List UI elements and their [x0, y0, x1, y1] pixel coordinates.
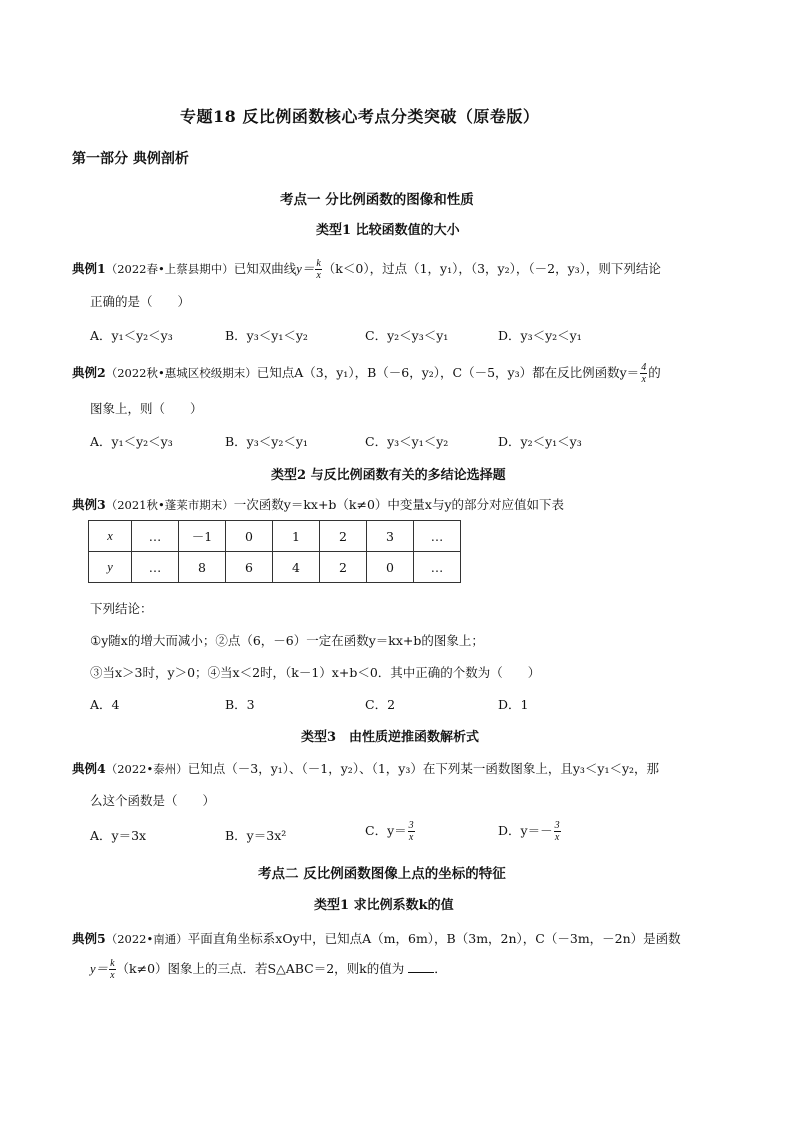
option-c[interactable]: C．2	[365, 697, 396, 712]
table-cell: 8	[179, 552, 226, 583]
example-4-line2: 么这个函数是（ ）	[90, 793, 216, 808]
option-b[interactable]: B．y₃＜y₁＜y₂	[225, 328, 308, 343]
example-1-line1: 典例1（2022春•上蔡县期中）已知双曲线y＝ $\frac{k}{x}$ （k＜0），过点（1，y₁），（3，y₂），（－2，y₃），则下列结论	[72, 258, 661, 281]
table-cell: 0	[367, 552, 414, 583]
option-a[interactable]: A．y₁＜y₂＜y₃	[90, 434, 173, 449]
value-table	[88, 520, 461, 583]
table-cell: 2	[320, 521, 367, 552]
table-cell: …	[414, 521, 461, 552]
fraction: $\frac{3}{x}$	[408, 820, 414, 843]
part-heading: 第一部分 典例剖析	[72, 151, 189, 167]
option-b[interactable]: B．y＝3x²	[225, 828, 287, 843]
table-cell: y	[89, 552, 132, 583]
example-5-line2: y＝ $\frac{k}{x}$ （k≠0）图象上的三点．若S△ABC＝2，则k的值为 ．	[90, 958, 447, 981]
table-cell: 6	[226, 552, 273, 583]
table-cell: 2	[320, 552, 367, 583]
table-cell: …	[132, 521, 179, 552]
example-5-label: 典例5	[72, 931, 106, 946]
example-2-label: 典例2	[72, 365, 106, 380]
kp2-type1-heading: 类型1 求比例系数k的值	[314, 898, 454, 913]
kp1-type2-heading: 类型2 与反比例函数有关的多结论选择题	[271, 468, 506, 483]
example-1-line2: 正确的是（ ）	[90, 294, 191, 309]
kp1-heading: 考点一 分比例函数的图像和性质	[280, 192, 474, 208]
option-b[interactable]: B．3	[225, 697, 255, 712]
option-d[interactable]: D．y₃＜y₂＜y₁	[498, 328, 582, 343]
kp2-heading: 考点二 反比例函数图像上点的坐标的特征	[258, 866, 506, 882]
example-2-source: （2022秋•惠城区校级期末）	[105, 366, 257, 380]
example-2-line2: 图象上，则（ ）	[90, 401, 203, 416]
option-c[interactable]: C．y₃＜y₁＜y₂	[365, 434, 449, 449]
table-cell: 1	[273, 521, 320, 552]
option-d[interactable]: D．y＝－ $\frac{3}{x}$	[498, 820, 560, 843]
example-4-source: （2022•泰州）	[105, 762, 188, 776]
fraction: $\frac{k}{x}$	[316, 258, 321, 281]
example-2-line1: 典例2（2022秋•惠城区校级期末）已知点A（3，y₁），B（－6，y₂），C（－5，y₃）都在反比例函数y＝ $\frac{4}{x}$ 的	[72, 362, 661, 385]
option-a[interactable]: A．y₁＜y₂＜y₃	[90, 328, 173, 343]
table-row	[89, 521, 461, 552]
example-3-line3: ①y随x的增大而减小；②点（6，－6）一定在函数y＝kx+b的图象上；	[90, 633, 484, 648]
option-d[interactable]: D．1	[498, 697, 529, 712]
example-3-label: 典例3	[72, 497, 106, 512]
example-3-line2: 下列结论：	[90, 601, 153, 616]
kp1-type3-heading: 类型3 由性质逆推函数解析式	[301, 730, 480, 745]
page-title: 专题18 反比例函数核心考点分类突破（原卷版）	[180, 107, 540, 126]
fraction: $\frac{k}{x}$	[110, 958, 115, 981]
example-4-line1: 典例4（2022•泰州）已知点（－3，y₁）、（－1，y₂）、（1，y₃）在下列某一函数图象上，且y₃＜y₁＜y₂，那	[72, 761, 660, 776]
option-a[interactable]: A．4	[90, 697, 120, 712]
option-c[interactable]: C．y＝ $\frac{3}{x}$	[365, 820, 414, 843]
table-row	[89, 552, 461, 583]
table-cell: 3	[367, 521, 414, 552]
example-5-source: （2022•南通）	[105, 932, 188, 946]
option-d[interactable]: D．y₂＜y₁＜y₃	[498, 434, 582, 449]
table-cell: …	[414, 552, 461, 583]
answer-blank[interactable]	[408, 960, 434, 973]
kp1-type1-heading: 类型1 比较函数值的大小	[316, 223, 460, 238]
example-1-source: （2022春•上蔡县期中）	[105, 262, 234, 276]
fraction: $\frac{4}{x}$	[641, 362, 647, 385]
example-5-line1: 典例5（2022•南通）平面直角坐标系xOy中，已知点A（m，6m），B（3m，2n），C（－3m，－2n）是函数	[72, 931, 681, 946]
table-cell: 0	[226, 521, 273, 552]
fraction: $\frac{3}{x}$	[554, 820, 560, 843]
example-3-source: （2021秋•蓬莱市期末）	[105, 498, 234, 512]
option-c[interactable]: C．y₂＜y₃＜y₁	[365, 328, 449, 343]
table-cell: －1	[179, 521, 226, 552]
example-4-label: 典例4	[72, 761, 106, 776]
table-cell: 4	[273, 552, 320, 583]
example-3-line4: ③当x＞3时，y＞0；④当x＜2时，（k－1）x+b＜0．其中正确的个数为（ ）	[90, 665, 541, 680]
example-1-label: 典例1	[72, 261, 106, 276]
option-b[interactable]: B．y₃＜y₂＜y₁	[225, 434, 308, 449]
example-3-line1: 典例3（2021秋•蓬莱市期末）一次函数y＝kx+b（k≠0）中变量x与y的部分对应值如下表	[72, 497, 565, 512]
option-a[interactable]: A．y＝3x	[90, 828, 147, 843]
table-cell: x	[89, 521, 132, 552]
table-cell: …	[132, 552, 179, 583]
